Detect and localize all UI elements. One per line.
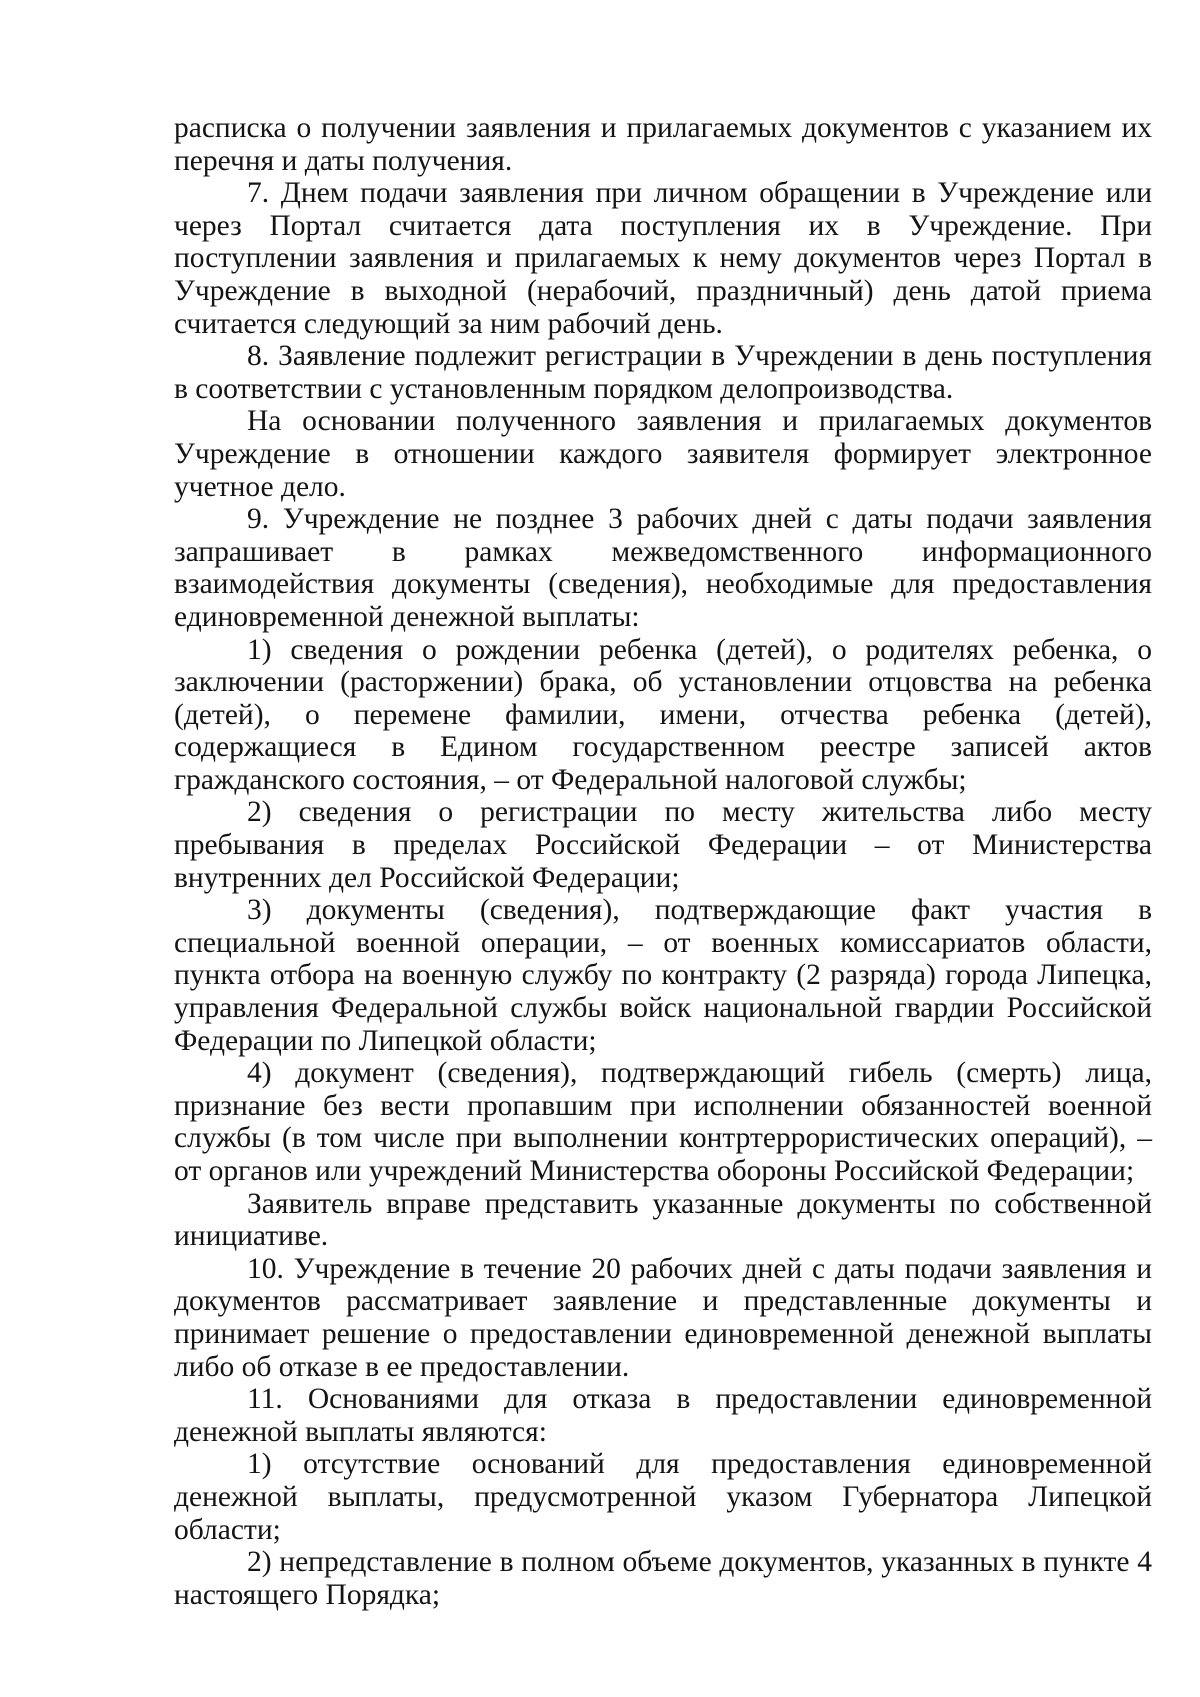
document-page [174, 112, 1152, 1611]
paragraph-9-item-4: 4) документ (сведения), подтверждающий гибель (смерть) лица, признание без вести пропавшим при исполнении обязанностей военной службы (в том числе при выполнении контртеррористических операций), – от органов или учреждений Министерства обороны Российской Федерации; [174, 1057, 1152, 1187]
paragraph-11-item-1: 1) отсутствие оснований для предоставления единовременной денежной выплаты, предусмотренной указом Губернатора Липецкой области; [174, 1448, 1152, 1546]
paragraph-7: 7. Днем подачи заявления при личном обращении в Учреждение или через Портал считается дата поступления их в Учреждение. При поступлении заявления и прилагаемых к нему документов через Портал в Учреждение в выходной (нерабочий, праздничный) день датой приема считается следующий за ним рабочий день. [174, 177, 1152, 340]
paragraph-9-item-3: 3) документы (сведения), подтверждающие факт участия в специальной военной операции, – от военных комиссариатов области, пункта отбора на военную службу по контракту (2 разряда) города Липецка, управления Федеральной службы войск национальной гвардии Российской Федерации по Липецкой области; [174, 894, 1152, 1057]
paragraph-11: 11. Основаниями для отказа в предоставлении единовременной денежной выплаты являются: [174, 1383, 1152, 1448]
paragraph-8: 8. Заявление подлежит регистрации в Учреждении в день поступления в соответствии с установленным порядком делопроизводства. [174, 340, 1152, 405]
paragraph-11-item-2: 2) непредставление в полном объеме документов, указанных в пункте 4 настоящего Порядка; [174, 1546, 1152, 1611]
paragraph-9-own-initiative: Заявитель вправе представить указанные документы по собственной инициативе. [174, 1187, 1152, 1253]
paragraph-10: 10. Учреждение в течение 20 рабочих дней с даты подачи заявления и документов рассматривает заявление и представленные документы и принимает решение о предоставлении единовременной денежной выплаты либо об отказе в ее предоставлении. [174, 1252, 1152, 1383]
paragraph-9: 9. Учреждение не позднее 3 рабочих дней с даты подачи заявления запрашивает в рамках межведомственного информационного взаимодействия документы (сведения), необходимые для предоставления единовременной денежной выплаты: [174, 503, 1152, 633]
paragraph-receipt-continuation: расписка о получении заявления и прилагаемых документов с указанием их перечня и даты получения. [174, 112, 1152, 177]
paragraph-9-item-2: 2) сведения о регистрации по месту жительства либо месту пребывания в пределах Российской Федерации – от Министерства внутренних дел Российской Федерации; [174, 796, 1152, 894]
paragraph-9-item-1: 1) сведения о рождении ребенка (детей), о родителях ребенка, о заключении (расторжении) брака, об установлении отцовства на ребенка (детей), о перемене фамилии, имени, отчества ребенка (детей), содержащиеся в Едином государственном реестре записей актов гражданского состояния, – от Федеральной налоговой службы; [174, 633, 1152, 796]
paragraph-8-account-file: На основании полученного заявления и прилагаемых документов Учреждение в отношении каждого заявителя формирует электронное учетное дело. [174, 405, 1152, 503]
